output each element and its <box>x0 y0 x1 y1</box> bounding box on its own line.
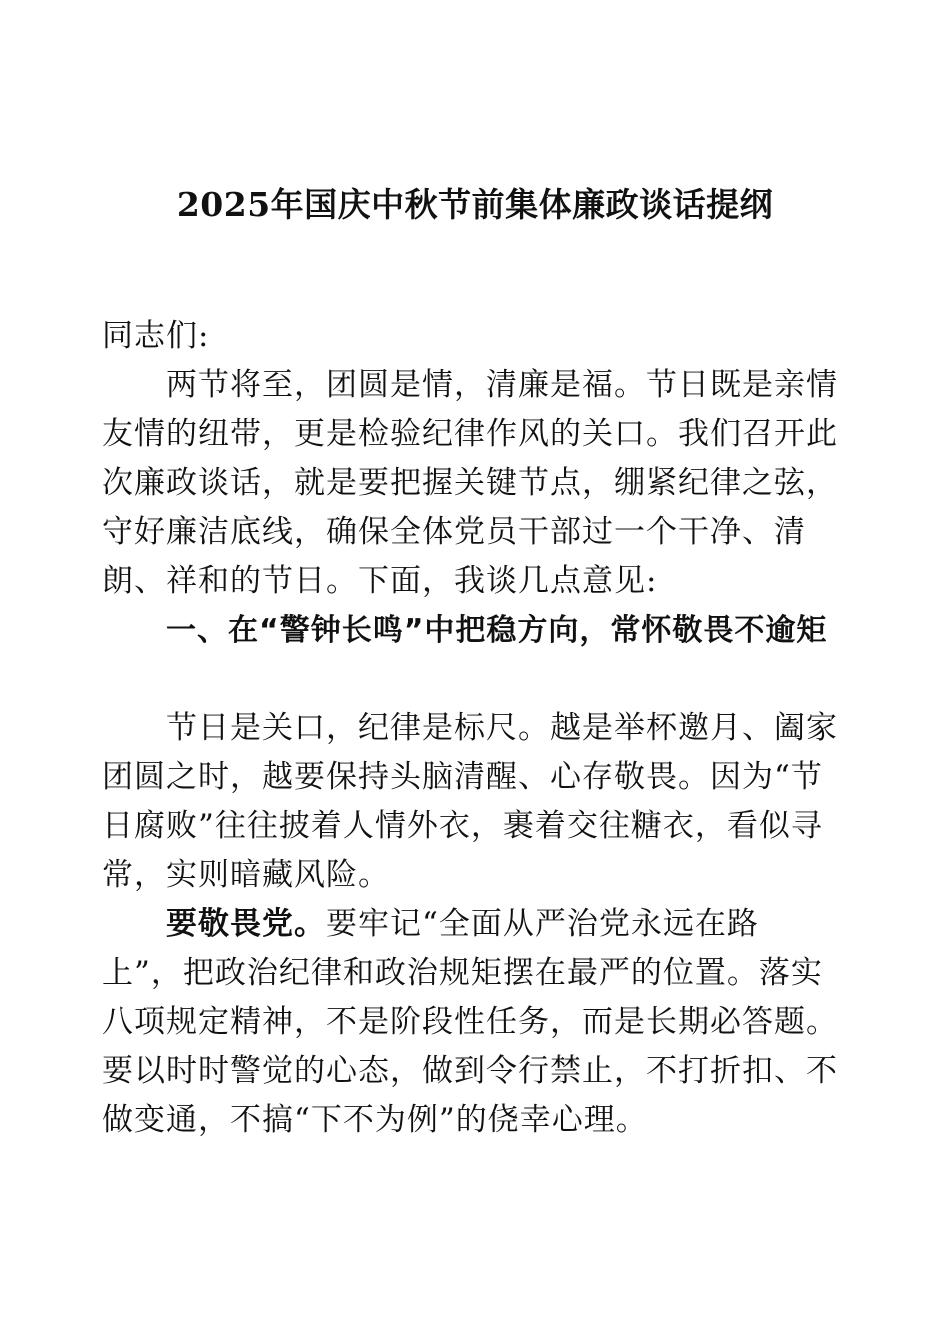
greeting-line: 同志们: <box>102 318 210 354</box>
intro-paragraph: 两节将至，团圆是情，清廉是福。节日既是亲情友情的纽带，更是检验纪律作风的关口。我们召开此次廉政谈话，就是要把握关键节点，绷紧纪律之弦，守好廉洁底线，确保全体党员干部过一个干净、清朗、祥和的节日。下面，我谈几点意见: <box>102 367 838 599</box>
section-1-paragraph: 节日是关口，纪律是标尺。越是举杯邀月、阖家团圆之时，越要保持头脑清醒、心存敬畏。因为“节日腐败”往往披着人情外衣，裹着交往糖衣，看似寻常，实则暗藏风险。 <box>102 710 838 893</box>
point-lead-text: 要敬畏党。 <box>166 906 326 942</box>
section-1-point-paragraph <box>102 900 838 1145</box>
point-body-text: 要牢记“全面从严治党永远在路上”，把政治纪律和政治规矩摆在最严的位置。落实八项规定精神，不是阶段性任务，而是长期必答题。要以时时警觉的心态，做到令行禁止，不打折扣、不做变通，不搞“下不为例”的侥幸心理。 <box>102 906 838 1138</box>
document-title: 2025年国庆中秋节前集体廉政谈话提纲 <box>176 185 774 224</box>
section-heading-1: 一、在“警钟长鸣”中把稳方向，常怀敬畏不逾矩 <box>166 613 828 648</box>
